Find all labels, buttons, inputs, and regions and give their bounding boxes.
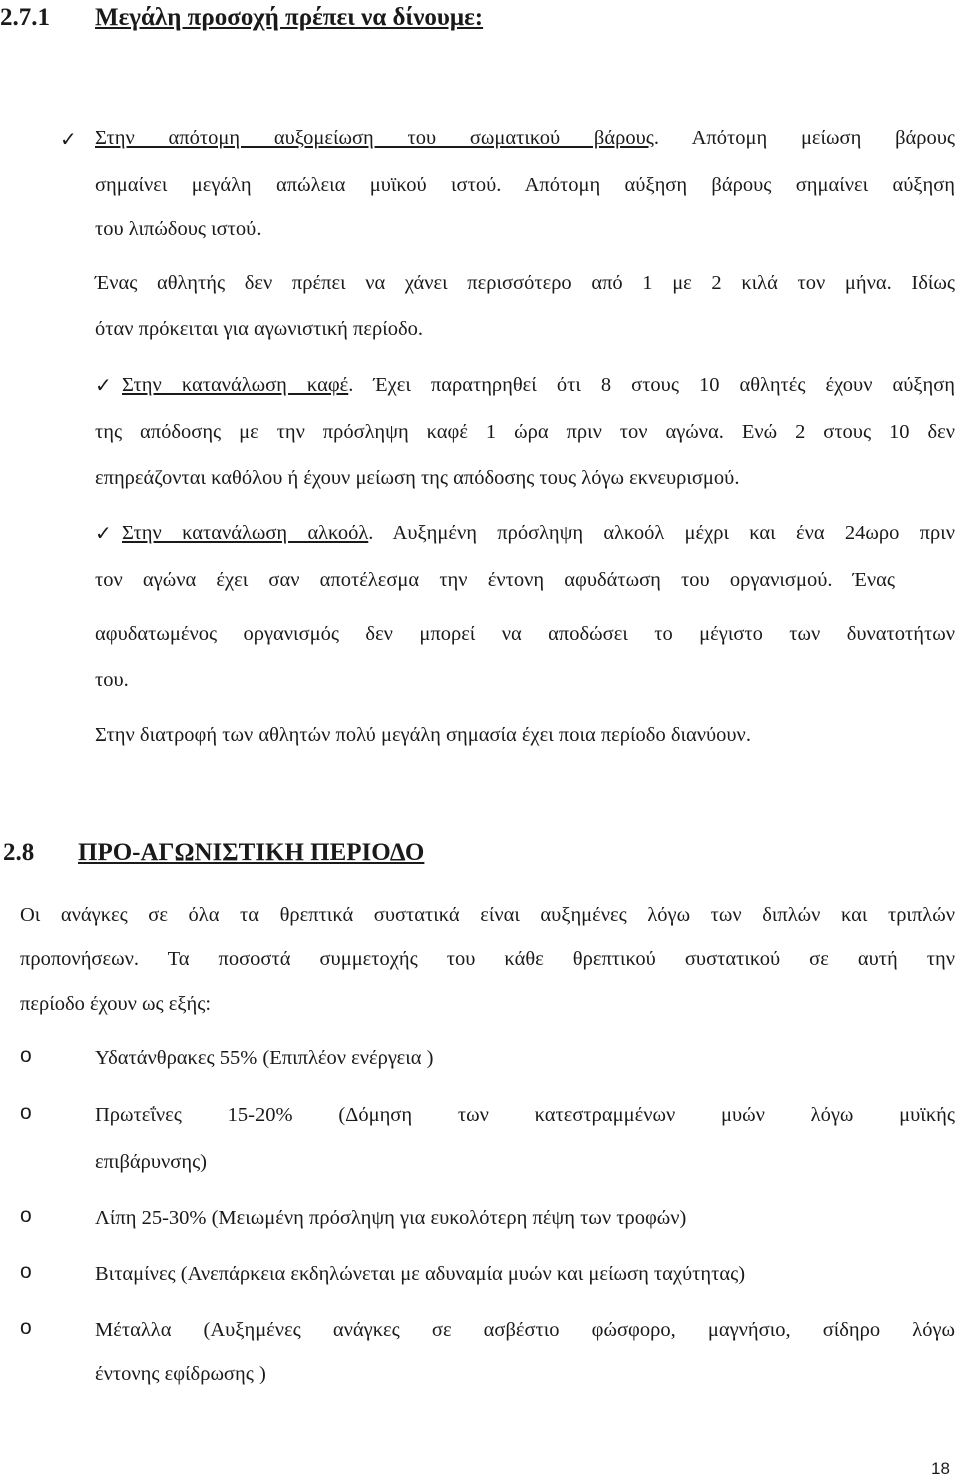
item-coffee-line-2: της απόδοσης με την πρόσληψη καφέ 1 ώρα πριν τον αγώνα. Ενώ 2 στους 10 δεν xyxy=(95,421,955,443)
item-alcohol-text: . Αυξημένη πρόσληψη αλκοόλ μέχρι και ένα 24ωρο πριν xyxy=(368,522,955,544)
nutrient-minerals-line-1: Μέταλλα (Αυξημένες ανάγκες σε ασβέστιο φώσφορο, μαγνήσιο, σίδηρο λόγω xyxy=(95,1319,955,1341)
item-coffee-heading: Στην κατανάλωση καφέ xyxy=(122,374,349,396)
item-alcohol-line-4: του. xyxy=(95,669,129,691)
section-number: 2.7.1 xyxy=(0,4,50,31)
intro-line-3: περίοδο έχουν ως εξής: xyxy=(20,993,212,1015)
checkmark-icon: ✓ xyxy=(95,521,112,545)
nutrient-fats: Λίπη 25-30% (Μειωμένη πρόσληψη για ευκολότερη πέψη των τροφών) xyxy=(95,1207,687,1229)
item-alcohol-line-2: τον αγώνα έχει σαν αποτέλεσμα την έντονη αφυδάτωση του οργανισμού. Ένας xyxy=(95,569,895,591)
section-heading-2-8 xyxy=(0,838,700,868)
item-coffee-line-3: επηρεάζονται καθόλου ή έχουν μείωση της απόδοσης τους λόγω εκνευρισμού. xyxy=(95,467,740,489)
nutrient-carbohydrates: Υδατάνθρακες 55% (Επιπλέον ενέργεια ) xyxy=(95,1047,434,1069)
item-weight-text: . Απότομη μείωση βάρους xyxy=(653,127,955,149)
section-title: Μεγάλη προσοχή πρέπει να δίνουμε: xyxy=(95,4,484,31)
bullet-icon: o xyxy=(20,1204,32,1227)
bullet-icon: o xyxy=(20,1044,32,1067)
nutrient-minerals-line-2: έντονης εφίδρωσης ) xyxy=(95,1363,266,1385)
intro-line-1: Οι ανάγκες σε όλα τα θρεπτικά συστατικά είναι αυξημένες λόγω των διπλών και τριπλών xyxy=(20,904,955,926)
intro-line-2: προπονήσεων. Τα ποσοστά συμμετοχής του κάθε θρεπτικού συστατικού σε αυτή την xyxy=(20,948,955,970)
nutrient-proteins-line-2: επιβάρυνσης) xyxy=(95,1151,208,1173)
item-weight-line-4: Ένας αθλητής δεν πρέπει να χάνει περισσότερο από 1 με 2 κιλά τον μήνα. Ιδίως xyxy=(95,272,955,294)
section-title: ΠΡΟ-ΑΓΩΝΙΣΤΙΚΗ ΠΕΡΙΟΔΟ xyxy=(78,839,425,866)
checkmark-icon: ✓ xyxy=(60,127,77,151)
bullet-icon: o xyxy=(20,1260,32,1283)
bullet-icon: o xyxy=(20,1316,32,1339)
item-weight-line-5: όταν πρόκειται για αγωνιστική περίοδο. xyxy=(95,318,424,340)
item-weight-line-2: σημαίνει μεγάλη απώλεια μυϊκού ιστού. Απότομη αύξηση βάρους σημαίνει αύξηση xyxy=(95,174,955,196)
bullet-icon: o xyxy=(20,1101,32,1124)
item-alcohol-line-1 xyxy=(122,520,955,546)
closing-line: Στην διατροφή των αθλητών πολύ μεγάλη σημασία έχει ποια περίοδο διανύουν. xyxy=(95,724,751,746)
nutrient-proteins-line-1: Πρωτεΐνες 15-20% (Δόμηση των κατεστραμμένων μυών λόγω μυϊκής xyxy=(95,1104,955,1126)
item-weight-line-3: του λιπώδους ιστού. xyxy=(95,218,262,240)
section-heading-2-7-1 xyxy=(0,3,700,33)
item-alcohol-heading: Στην κατανάλωση αλκοόλ xyxy=(122,522,369,544)
item-coffee-line-1 xyxy=(122,372,955,398)
item-alcohol-line-3: αφυδατωμένος οργανισμός δεν μπορεί να αποδώσει το μέγιστο των δυνατοτήτων xyxy=(95,623,955,645)
page-number: 18 xyxy=(931,1459,950,1478)
item-weight-heading: Στην απότομη αυξομείωση του σωματικού βάρους xyxy=(95,127,654,149)
item-coffee-text: . Έχει παρατηρηθεί ότι 8 στους 10 αθλητές έχουν αύξηση xyxy=(348,374,956,396)
checkmark-icon: ✓ xyxy=(95,373,112,397)
item-weight-line-1 xyxy=(95,125,955,151)
section-number: 2.8 xyxy=(3,839,35,866)
nutrient-vitamins: Βιταμίνες (Ανεπάρκεια εκδηλώνεται με αδυναμία μυών και μείωση ταχύτητας) xyxy=(95,1263,746,1285)
